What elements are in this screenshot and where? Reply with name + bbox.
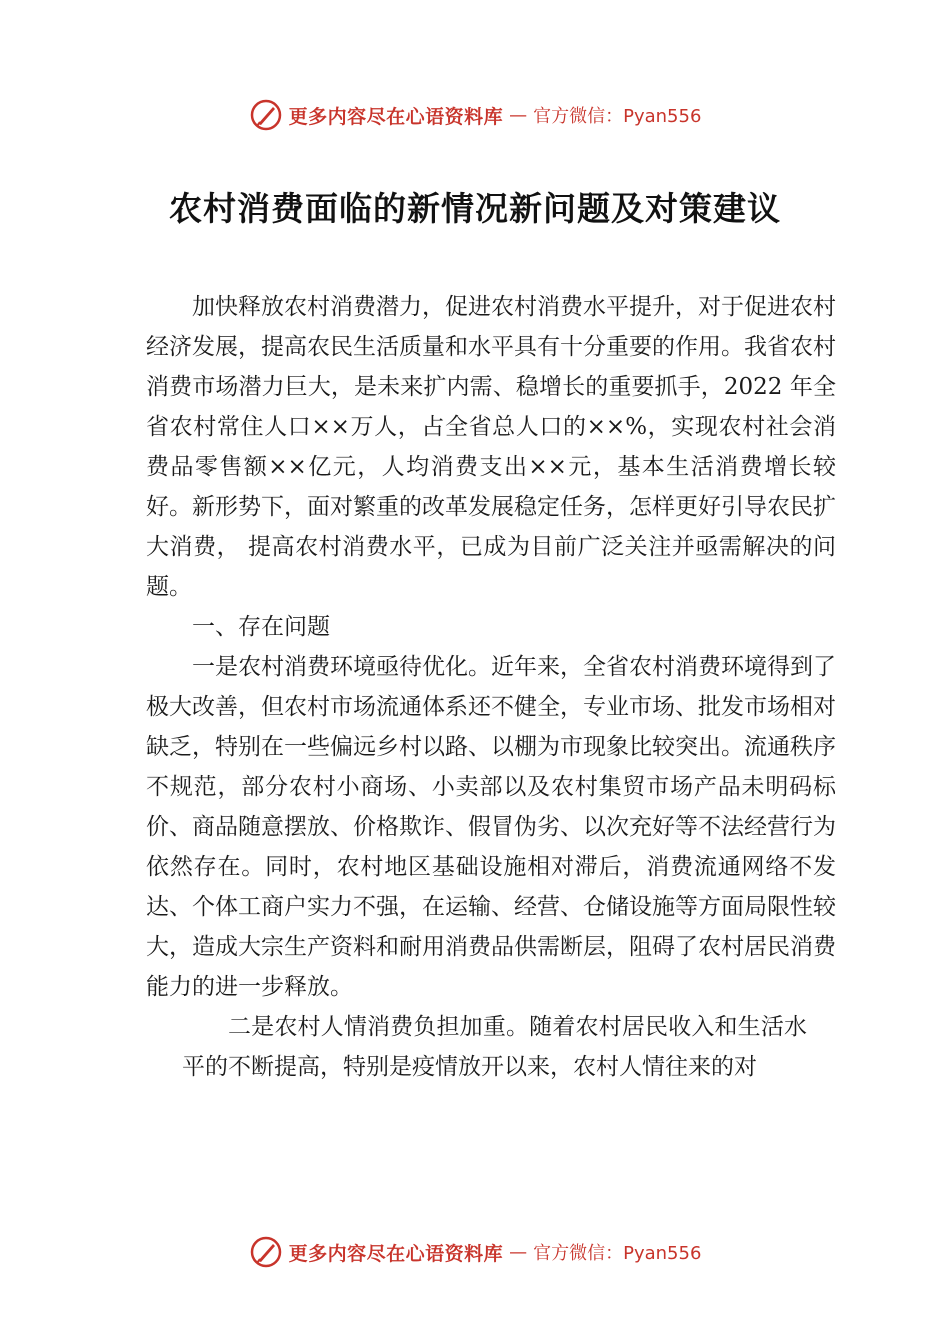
- watermark-wechat: 官方微信：Pyan556: [533, 1243, 702, 1264]
- quill-pen-icon: [249, 1235, 283, 1269]
- document-title: 农村消费面临的新情况新问题及对策建议: [169, 189, 781, 228]
- watermark-separator: —: [509, 1241, 528, 1263]
- watermark-separator: —: [509, 104, 528, 126]
- paragraph-social-burden: 二是农村人情消费负担加重。随着农村居民收入和生活水平的不断提高，特别是疫情放开以来，农村人情往来的对: [182, 1014, 807, 1080]
- paragraph-environment: 一是农村消费环境亟待优化。近年来，全省农村消费环境得到了极大改善，但农村市场流通体系还不健全，专业市场、批发市场相对缺乏，特别在一些偏远乡村以路、以棚为市现象比较突出。流通秩序不规范，部分农村小商场、小卖部以及农村集贸市场产品未明码标价、商品随意摆放、价格欺诈、假冒伪劣、以次充好等不法经营行为依然存在。同时，农村地区基础设施相对滞后，消费流通网络不发达、个体工商户实力不强，在运输、经营、仓储设施等方面局限性较大，造成大宗生产资料和耐用消费品供需断层，阻碍了农村居民消费能力的进一步释放。: [146, 654, 836, 1000]
- watermark-site: 更多内容尽在心语资料库: [288, 1242, 504, 1265]
- paragraph-intro: 加快释放农村消费潜力，促进农村消费水平提升，对于促进农村经济发展，提高农民生活质量和水平具有十分重要的作用。我省农村消费市场潜力巨大，是未来扩内需、稳增长的重要抓手，2022 年全省农村常住人口××万人，占全省总人口的××%，实现农村社会消费品零售额××亿元，人均消费支出××元，基本生活消费增长较好。新形势下，面对繁重的改革发展稳定任务，怎样更好引导农民扩大消费， 提高农村消费水平，已成为目前广泛关注并亟需解决的问题。: [146, 294, 836, 600]
- quill-pen-icon: [249, 98, 283, 132]
- section-heading: 一、存在问题: [192, 614, 330, 640]
- footer-watermark: [0, 1232, 950, 1272]
- watermark-site: 更多内容尽在心语资料库: [288, 105, 504, 128]
- watermark-wechat: 官方微信：Pyan556: [533, 106, 702, 127]
- document-body: [146, 287, 836, 1087]
- header-watermark: [0, 95, 950, 135]
